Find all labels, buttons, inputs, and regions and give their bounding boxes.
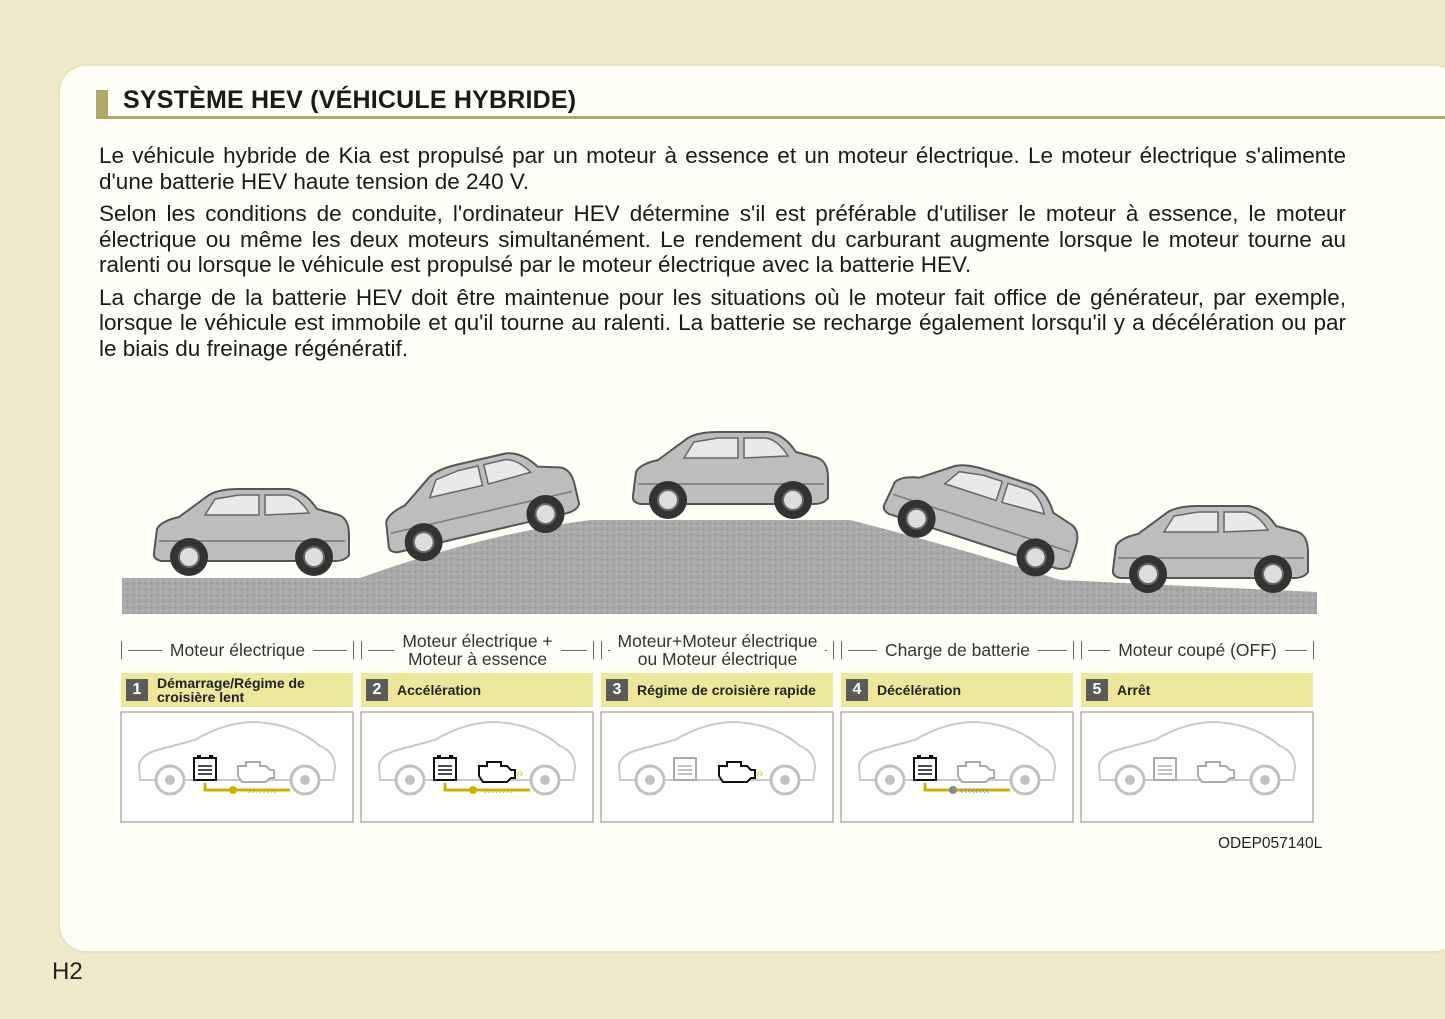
battery-icon: [674, 758, 696, 780]
paragraph-1: Le véhicule hybride de Kia est propulsé par un moteur à essence et un moteur électrique. Le moteur électrique s'alimente d'une batterie HEV haute tension de 240 V.: [99, 143, 1346, 194]
stage-number-badge: 4: [846, 679, 868, 701]
battery-icon: [1154, 758, 1176, 780]
stage-name: Régime de croisière rapide: [637, 682, 816, 698]
stage-mode-label: Moteur coupé (OFF): [1118, 640, 1277, 660]
battery-icon: [434, 755, 456, 780]
figure-code: ODEP057140L: [1218, 835, 1323, 852]
stage-mode-label: Moteur+Moteur électrique ou Moteur électrique: [617, 631, 818, 669]
stage-box-5: [1081, 712, 1313, 822]
stage-mode-label: Moteur électrique + Moteur à essence: [402, 631, 553, 669]
stage-mode-label: Charge de batterie: [885, 640, 1030, 660]
battery-icon: [194, 755, 216, 780]
stage-box-4: [841, 712, 1073, 822]
paragraph-3: La charge de la batterie HEV doit être maintenue pour les situations où le moteur fait office de générateur, par exemple, lorsque le véhicule est immobile et qu'il tourne au ralenti. La batterie se recharge également lorsqu'il y a décélération ou par le biais du freinage régénératif.: [99, 284, 1346, 361]
stage-box-2: [361, 712, 593, 822]
paragraph-2: Selon les conditions de conduite, l'ordinateur HEV détermine s'il est préférable d'utiliser le moteur à essence, le moteur électrique ou même les deux moteurs simultanément. Le rendement du carburant augmente lorsque le moteur tourne au ralenti ou lorsque le véhicule est propulsé par le moteur électrique avec la batterie HEV.: [99, 201, 1346, 277]
svg-text:››››››››: ››››››››: [484, 785, 514, 797]
stage-name: Accélération: [397, 682, 482, 698]
stage-name: Arrêt: [1117, 682, 1151, 698]
stage-number-badge: 3: [606, 679, 628, 701]
page-number: H2: [52, 958, 83, 985]
stage-box-1: [121, 712, 353, 822]
stage-mode-label: Moteur électrique: [169, 640, 306, 660]
stage-number-badge: 1: [126, 679, 148, 701]
svg-text:››››››››: ››››››››: [248, 785, 278, 797]
stage-name: Démarrage/Régime de croisière lent: [157, 675, 305, 705]
stage-number-badge: 5: [1086, 679, 1108, 701]
svg-text:››: ››: [756, 768, 764, 780]
battery-icon: [914, 755, 936, 780]
stage-box-3: [601, 712, 833, 822]
stage-number-badge: 2: [366, 679, 388, 701]
svg-text:‹‹‹‹‹‹‹‹: ‹‹‹‹‹‹‹‹: [960, 785, 990, 797]
svg-text:››: ››: [516, 768, 524, 780]
section-title: SYSTÈME HEV (VÉHICULE HYBRIDE): [123, 86, 577, 114]
stage-name: Décélération: [877, 682, 962, 698]
